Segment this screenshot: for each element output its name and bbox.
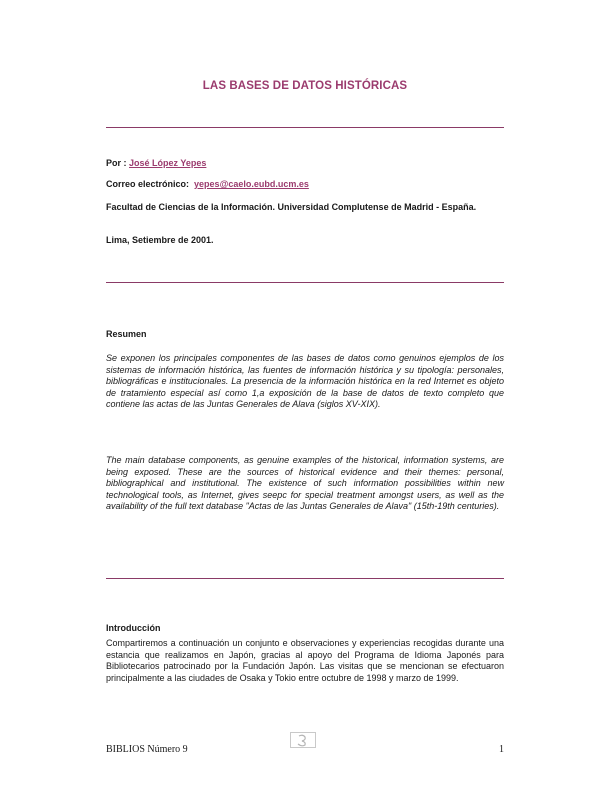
divider-top bbox=[106, 127, 504, 128]
introduction-text: Compartiremos a continuación un conjunto e observaciones y experiencias recogidas durante una estancia que realizamos en Japón, gracias al apoyo del Programa de Idioma Japonés para Bibliotecarios patrocinado por la Fundación Japón. Las visitas que se mencionan se efectuaron principalmente a las ciudades de Osaka y Tokio entre octubre de 1998 y marzo de 1999. bbox=[106, 638, 504, 683]
footer-page-number: 1 bbox=[499, 744, 504, 755]
abstract-heading: Resumen bbox=[106, 329, 147, 339]
affiliation: Facultad de Ciencias de la Información. Universidad Complutense de Madrid - España. bbox=[106, 202, 477, 212]
divider-meta bbox=[106, 282, 504, 283]
introduction-heading: Introducción bbox=[106, 623, 161, 633]
article-title: LAS BASES DE DATOS HISTÓRICAS bbox=[202, 80, 408, 92]
dateline: Lima, Setiembre de 2001. bbox=[106, 235, 214, 245]
author-label: Por : bbox=[106, 158, 127, 168]
divider-abstract bbox=[106, 578, 504, 579]
abstract-spanish: Se exponen los principales componentes de las bases de datos como genuinos ejemplos de los sistemas de información histórica, las fuentes de información histórica y su tipología: personales, bibliográficas e institucionales. La presencia de la información histórica en la red Internet es objeto de tratamiento especial así como 1,a exposición de la base de datos de texto completo que contiene las actas de las Juntas Generales de Alava (siglos XV-XIX). bbox=[106, 353, 504, 410]
journal-logo-icon bbox=[290, 732, 316, 748]
email-label: Correo electrónico: bbox=[106, 179, 190, 189]
footer-journal: BIBLIOS Número 9 bbox=[106, 744, 188, 755]
email-link[interactable]: yepes@caelo.eubd.ucm.es bbox=[194, 179, 309, 189]
email-line bbox=[106, 179, 504, 190]
author-line bbox=[106, 158, 504, 169]
abstract-english: The main database components, as genuine examples of the historical, information systems, are being exposed. These are the sources of historical evidence and their themes: personal, bibliographical and institutional. The existence of such information possibilities within new technological tools, as Internet, gives seepc for special treatment amongst users, as well as the availability of the full text database "Actas de las Juntas Generales de Alava" (15th-19th centuries). bbox=[106, 455, 504, 512]
author-link[interactable]: José López Yepes bbox=[129, 158, 207, 168]
